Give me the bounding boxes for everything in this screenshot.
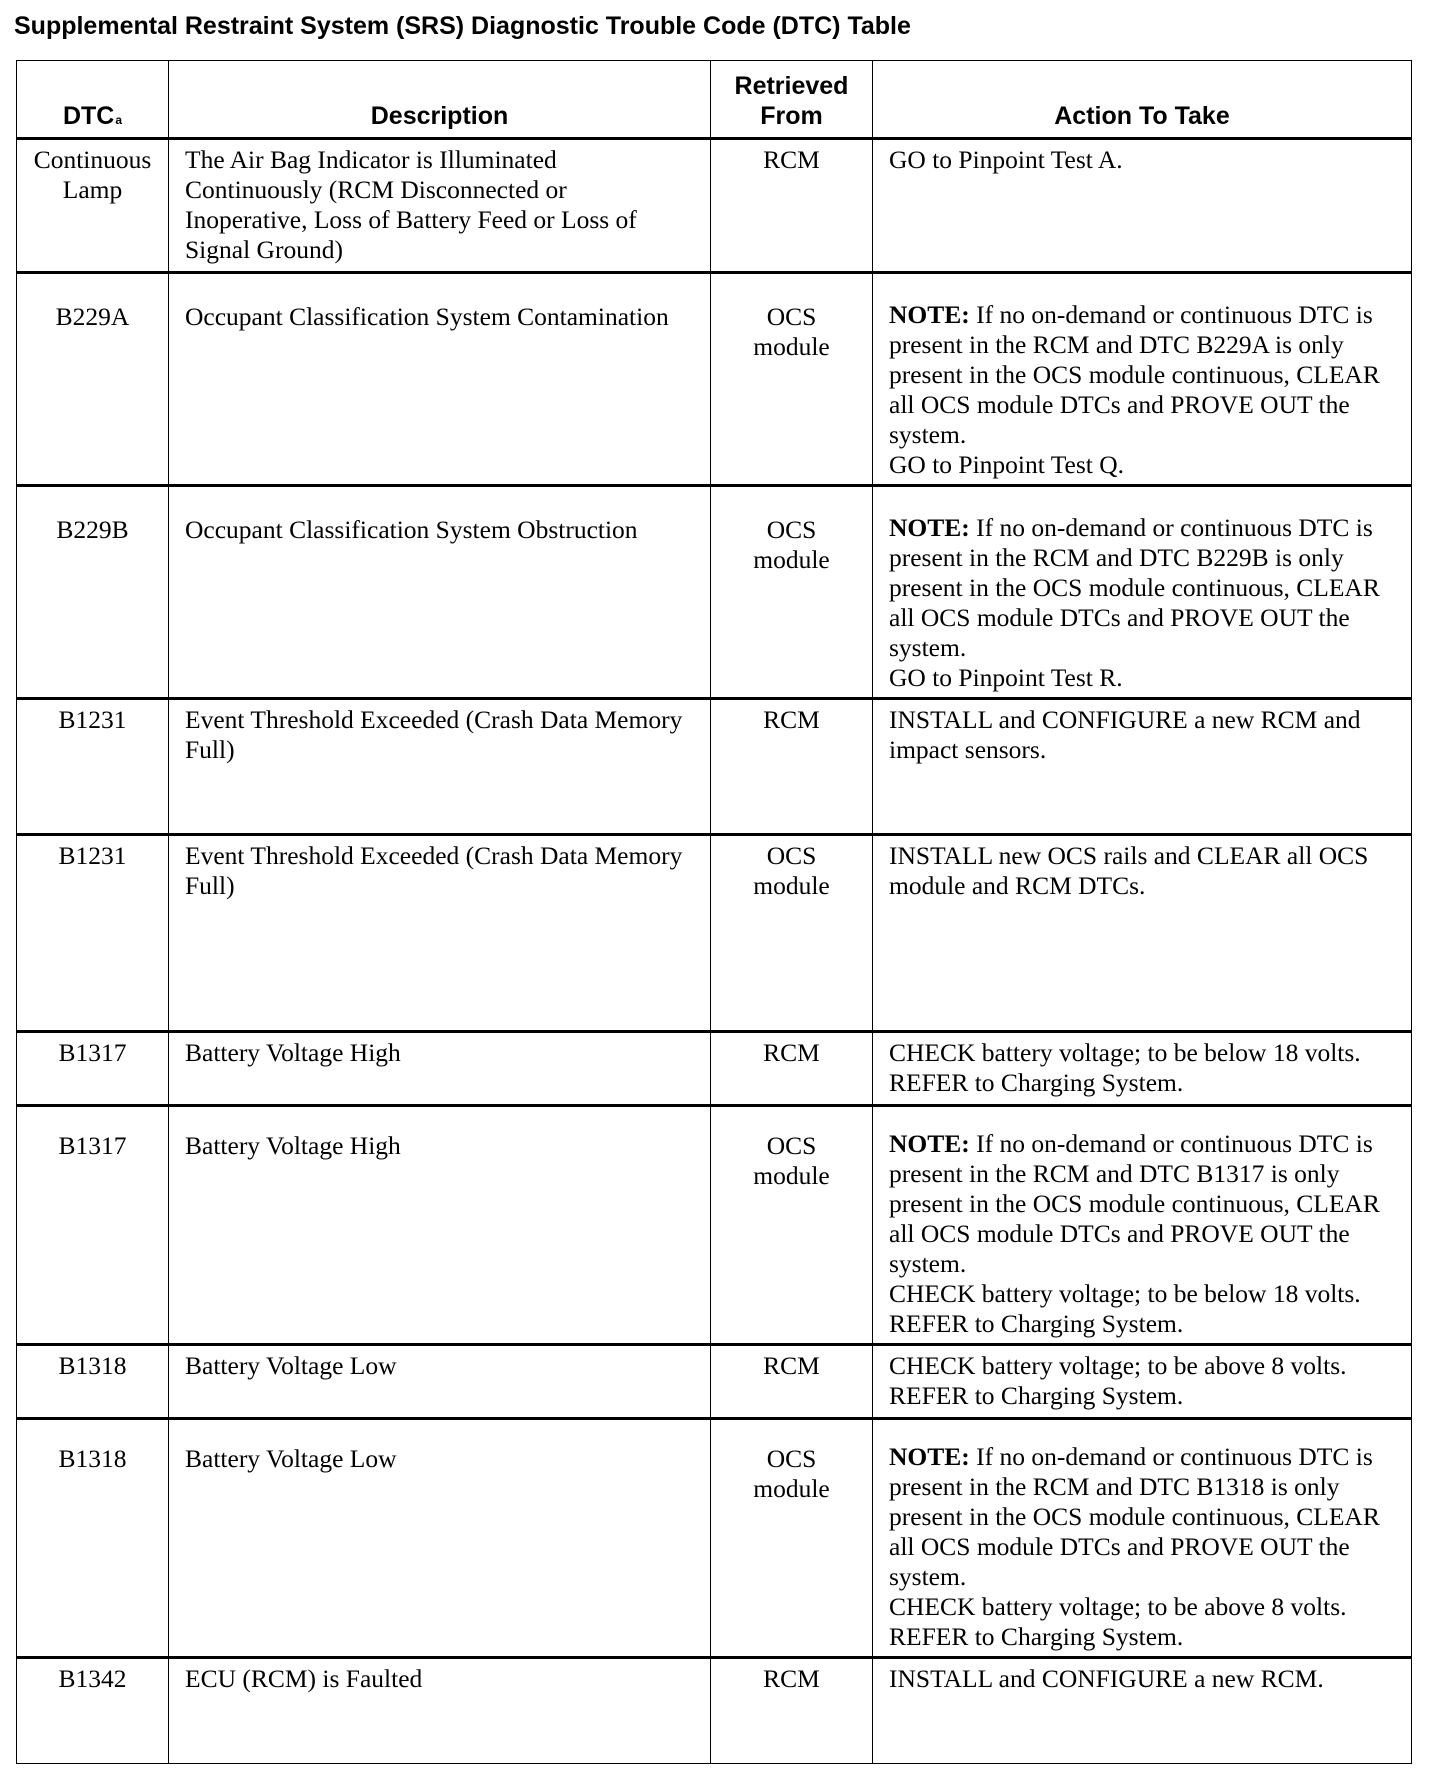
- table-row: [17, 699, 1412, 835]
- action-cell: [873, 1419, 1412, 1658]
- table-row: [17, 835, 1412, 1032]
- column-header-dtc: [17, 61, 169, 139]
- note-text: If no on-demand or continuous DTC is present in the RCM and DTC B1318 is only present in the OCS module continuous, CLEAR all OCS module DTCs and PROVE OUT the system.: [889, 1442, 1380, 1591]
- table-body: [17, 139, 1412, 1764]
- dtc-code-cell: B1317: [17, 1032, 169, 1106]
- description-cell: ECU (RCM) is Faulted: [169, 1658, 711, 1764]
- action-text: GO to Pinpoint Test A.: [889, 145, 1123, 174]
- dtc-table: [16, 60, 1412, 1764]
- dtc-code-cell: B1318: [17, 1419, 169, 1658]
- action-cell: [873, 1658, 1412, 1764]
- action-text: CHECK battery voltage; to be above 8 volts. REFER to Charging System.: [889, 1351, 1347, 1410]
- action-cell: [873, 699, 1412, 835]
- table-row: [17, 1658, 1412, 1764]
- dtc-code-cell: B1231: [17, 835, 169, 1032]
- action-text: GO to Pinpoint Test R.: [889, 663, 1123, 692]
- dtc-code-cell: B229A: [17, 273, 169, 486]
- action-cell: [873, 273, 1412, 486]
- table-header-row: [17, 61, 1412, 139]
- page-title: Supplemental Restraint System (SRS) Diagnostic Trouble Code (DTC) Table: [14, 12, 911, 40]
- note-label: NOTE:: [889, 1442, 970, 1471]
- retrieved-from-cell: RCM: [711, 1345, 873, 1419]
- note-label: NOTE:: [889, 300, 970, 329]
- description-cell: The Air Bag Indicator is Illuminated Continuously (RCM Disconnected or Inoperative, Loss of Battery Feed or Loss of Signal Ground): [169, 139, 711, 273]
- action-cell: [873, 835, 1412, 1032]
- note-label: NOTE:: [889, 1129, 970, 1158]
- action-cell: [873, 139, 1412, 273]
- action-text: CHECK battery voltage; to be below 18 volts. REFER to Charging System.: [889, 1279, 1361, 1338]
- dtc-code-cell: B1231: [17, 699, 169, 835]
- retrieved-from-cell: OCS module: [711, 486, 873, 699]
- table-row: [17, 1032, 1412, 1106]
- table-row: [17, 1345, 1412, 1419]
- retrieved-from-cell: OCS module: [711, 273, 873, 486]
- table-row: [17, 486, 1412, 699]
- column-header-action: Action To Take: [873, 61, 1412, 139]
- description-cell: Occupant Classification System Obstruction: [169, 486, 711, 699]
- action-text: CHECK battery voltage; to be below 18 volts. REFER to Charging System.: [889, 1038, 1361, 1097]
- action-text: INSTALL and CONFIGURE a new RCM and impact sensors.: [889, 705, 1361, 764]
- retrieved-from-cell: OCS module: [711, 1419, 873, 1658]
- note-text: If no on-demand or continuous DTC is present in the RCM and DTC B229B is only present in the OCS module continuous, CLEAR all OCS module DTCs and PROVE OUT the system.: [889, 513, 1380, 662]
- action-text: INSTALL new OCS rails and CLEAR all OCS module and RCM DTCs.: [889, 841, 1369, 900]
- retrieved-from-cell: OCS module: [711, 835, 873, 1032]
- note-text: If no on-demand or continuous DTC is present in the RCM and DTC B1317 is only present in the OCS module continuous, CLEAR all OCS module DTCs and PROVE OUT the system.: [889, 1129, 1380, 1278]
- retrieved-from-cell: RCM: [711, 139, 873, 273]
- table-row: [17, 273, 1412, 486]
- note-text: If no on-demand or continuous DTC is present in the RCM and DTC B229A is only present in the OCS module continuous, CLEAR all OCS module DTCs and PROVE OUT the system.: [889, 300, 1380, 449]
- dtc-code-cell: B1318: [17, 1345, 169, 1419]
- description-cell: Battery Voltage High: [169, 1032, 711, 1106]
- description-cell: Occupant Classification System Contamination: [169, 273, 711, 486]
- description-cell: Battery Voltage Low: [169, 1345, 711, 1419]
- action-cell: [873, 1345, 1412, 1419]
- dtc-footnote-marker: a: [115, 113, 123, 127]
- table-row: [17, 1419, 1412, 1658]
- dtc-code-cell: B1342: [17, 1658, 169, 1764]
- description-cell: Battery Voltage Low: [169, 1419, 711, 1658]
- dtc-code-cell: Continuous Lamp: [17, 139, 169, 273]
- note-label: NOTE:: [889, 513, 970, 542]
- retrieved-from-cell: RCM: [711, 1032, 873, 1106]
- action-cell: [873, 1106, 1412, 1345]
- action-cell: [873, 1032, 1412, 1106]
- retrieved-from-cell: RCM: [711, 1658, 873, 1764]
- action-cell: [873, 486, 1412, 699]
- action-text: GO to Pinpoint Test Q.: [889, 450, 1125, 479]
- action-text: CHECK battery voltage; to be above 8 volts. REFER to Charging System.: [889, 1592, 1347, 1651]
- dtc-code-cell: B229B: [17, 486, 169, 699]
- retrieved-from-cell: OCS module: [711, 1106, 873, 1345]
- description-cell: Battery Voltage High: [169, 1106, 711, 1345]
- description-cell: Event Threshold Exceeded (Crash Data Memory Full): [169, 835, 711, 1032]
- table-row: [17, 1106, 1412, 1345]
- column-header-dtc-label: DTC: [62, 102, 115, 130]
- table-row: [17, 139, 1412, 273]
- action-text: INSTALL and CONFIGURE a new RCM.: [889, 1664, 1324, 1693]
- description-cell: Event Threshold Exceeded (Crash Data Memory Full): [169, 699, 711, 835]
- column-header-retrieved-from: Retrieved From: [711, 61, 873, 139]
- retrieved-from-cell: RCM: [711, 699, 873, 835]
- dtc-code-cell: B1317: [17, 1106, 169, 1345]
- column-header-description: Description: [169, 61, 711, 139]
